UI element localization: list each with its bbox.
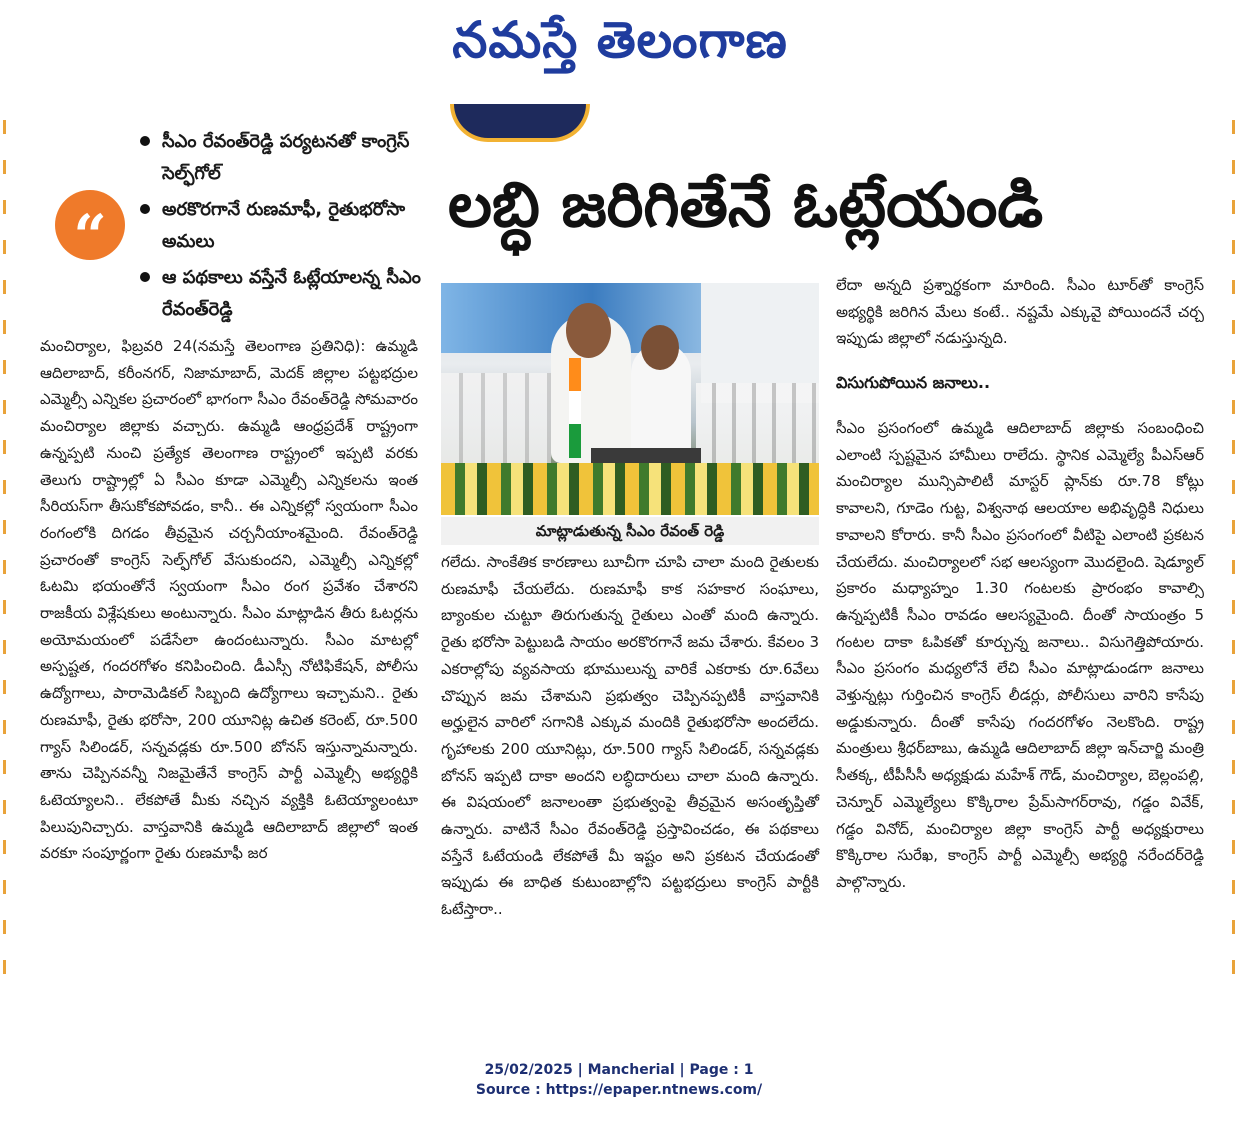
left-margin-marks [3,120,6,1000]
bullet-text: ఆ పథకాలు వస్తేనే ఓట్లేయాలన్న సీఎం రేవంత్‌రెడ్డి [162,267,421,320]
bullet-point-1 [140,126,430,190]
column-3-subhead: విసుగుపోయిన జనాలు.. [836,373,991,392]
bullet-point-3 [140,262,430,326]
bullet-point-2 [140,194,430,258]
page-footer [0,1060,1238,1100]
photo-scarf [569,358,581,458]
masthead-logo: నమస్తే తెలంగాణ [452,10,788,69]
photo-crowd-right [696,383,819,463]
news-photo [441,283,819,515]
photo-person-head [641,325,679,370]
footer-date-line: 25/02/2025 | Mancherial | Page : 1 [484,1062,754,1078]
photo-flowers [441,463,819,515]
photo-speaker-head [566,303,611,358]
article-column-3-top: లేదా అన్నది ప్రశ్నార్థకంగా మారింది. సీఎం టూర్‌తో కాంగ్రెస్‌ అభ్యర్థికి జరిగిన మేలు కంటే.. నష్టమే ఎక్కువై పోయిందనే చర్చ ఇప్పుడు జిల్లాలో నడుస్తున్నది. [836,276,1204,348]
headline: లబ్ధి జరిగితేనే ఓట్లేయండి [448,168,1044,241]
bullet-dot-icon [140,136,150,146]
article-column-1: మంచిర్యాల, ఫిబ్రవరి 24(నమస్తే తెలంగాణ ప్రతినిధి): ఉమ్మడి ఆదిలాబాద్‌, కరీంనగర్‌, నిజామాబాద్‌, మెదక్‌ జిల్లాల పట్టభద్రుల ఎమ్మెల్సీ ఎన్నికల ప్రచారంలో భాగంగా సీఎం రేవంత్‌రెడ్డి సోమవారం మంచిర్యాల జిల్లాకు వచ్చారు. ఉమ్మడి ఆంధ్రప్రదేశ్‌ రాష్ట్రంగా ఉన్నప్పటి నుంచి ప్రత్యేక తెలంగాణ రాష్ట్రంలో ఇప్పటి వరకు తెలుగు రాష్ట్రాల్లో ఏ సీఎం కూడా ఎమ్మెల్సీ ఎన్నికలను ఇంత సీరియస్‌గా తీసుకోకపోవడం, కానీ.. ఈ ఎన్నికల్లో స్వయంగా సీఎం రంగంలోకి దిగడం తీవ్రమైన చర్చనీయాంశమైంది. రేవంత్‌రెడ్డి ప్రచారంతో కాంగ్రెస్‌ సెల్ఫ్‌గోల్‌ వేసుకుందని, ఎమ్మెల్సీ ఎన్నికల్లో ఓటమి భయంతోనే స్వయంగా సీఎం రంగ ప్రవేశం చేశారని రాజకీయ విశ్లేషకులు అంటున్నారు. సీఎం మాట్లాడిన తీరు ఓటర్లను అయోమయంలో పడేసేలా ఉందంటున్నారు. సీఎం మాటల్లో అస్పష్టత, గందరగోళం కనిపించింది. డీఎస్సీ నోటిఫికేషన్‌, పోలీసు ఉద్యోగాలు, పారామెడికల్‌ సిబ్బంది ఉద్యోగాలు ఇచ్చామని.. రైతు రుణమాఫీ, రైతు భరోసా, 200 యూనిట్ల ఉచిత కరెంట్‌, రూ.500 గ్యాస్‌ సిలిండర్‌, సన్నవడ్లకు రూ.500 బోనస్‌ ఇస్తున్నామన్నారు. తాను చెప్పినవన్నీ నిజమైతేనే కాంగ్రెస్‌ పార్టీ ఎమ్మెల్సీ అభ్యర్థికి ఓటెయ్యాలని.. లేకపోతే మీకు నచ్చిన వ్యక్తికి ఓటెయ్యాలంటూ పిలుపునిచ్చారు. వాస్తవానికి ఉమ్మడి ఆదిలాబాద్‌ జిల్లాలో ఇంత వరకూ సంపూర్ణంగా రైతు రుణమాఫీ జర [40,337,418,863]
quote-icon: “ [55,190,125,260]
bullet-text: అరకొరగానే రుణమాఫీ, రైతుభరోసా అమలు [162,199,406,252]
photo-caption: మాట్లాడుతున్న సీఎం రేవంత్‌ రెడ్డి [441,517,819,545]
photo-crowd-left [441,373,551,463]
bullet-dot-icon [140,204,150,214]
right-margin-marks [1232,120,1235,1000]
bullet-text: సీఎం రేవంత్‌రెడ్డి పర్యటనతో కాంగ్రెస్‌ సెల్ఫ్‌గోల్‌ [162,131,410,184]
bullet-dot-icon [140,272,150,282]
decorative-emblem [450,104,590,142]
article-column-3-body: సీఎం ప్రసంగంలో ఉమ్మడి ఆదిలాబాద్‌ జిల్లాకు సంబంధించి ఎలాంటి స్పష్టమైన హామీలు రాలేదు. స్థానిక ఎమ్మెల్యే పీఎస్‌ఆర్‌ మంచిర్యాల మున్సిపాలిటీ మాస్టర్‌ ప్లాన్‌కు రూ.78 కోట్లు కావాలని, గూడెం గుట్ట, విశ్వనాథ ఆలయాల అభివృద్ధికి నిధులు కావాలని కోరారు. కానీ సీఎం ప్రసంగంలో వీటిపై ఎలాంటి ప్రకటన చేయలేదు. మంచిర్యాలలో సభ ఆలస్యంగా మొదలైంది. షెడ్యూల్‌ ప్రకారం మధ్యాహ్నం 1.30 గంటలకు ప్రారంభం కావాల్సి ఉన్నప్పటికీ సీఎం రావడం ఆలస్యమైంది. దీంతో సాయంత్రం 5 గంటల దాకా ఓపికతో కూర్చున్న జనాలు.. విసుగెత్తిపోయారు. సీఎం ప్రసంగం మధ్యలోనే లేచి సీఎం మాట్లాడుండగా జనాలు వెళ్తున్నట్లు గుర్తించిన కాంగ్రెస్‌ లీడర్లు, పోలీసులు వారిని కాసేపు అడ్డుకున్నారు. దీంతో కాసేపు గందరగోళం నెలకొంది. రాష్ట్ర మంత్రులు శ్రీధర్‌బాబు, ఉమ్మడి ఆదిలాబాద్‌ జిల్లా ఇన్‌చార్జి మంత్రి సీతక్క, టీపీసీసీ అధ్యక్షుడు మహేశ్‌ గౌడ్‌, మంచిర్యాల, బెల్లంపల్లి, చెన్నూర్‌ ఎమ్మెల్యేలు కొక్కిరాల ప్రేమ్‌సాగర్‌రావు, గడ్డం వివేక్‌, గడ్డం వినోద్‌, మంచిర్యాల జిల్లా కాంగ్రెస్‌ పార్టీ అధ్యక్షురాలు కొక్కిరాల సురేఖ, కాంగ్రెస్‌ పార్టీ ఎమ్మెల్సీ అభ్యర్థి నరేందర్‌రెడ్డి పాల్గొన్నారు. [836,419,1204,891]
footer-source-line: Source : https://epaper.ntnews.com/ [475,1082,763,1098]
article-column-2: గలేదు. సాంకేతిక కారణాలు బూచీగా చూపి చాలా మంది రైతులకు రుణమాఫీ చేయలేదు. రుణమాఫీ కాక సహకార సంఘాలు, బ్యాంకుల చుట్టూ తిరుగుతున్న రైతులు ఎంతో మంది ఉన్నారు. రైతు భరోసా పెట్టుబడి సాయం అరకొరగానే జమ చేశారు. కేవలం 3 ఎకరాల్లోపు వ్యవసాయ భూములున్న వారికే ఎకరాకు రూ.6వేలు చొప్పున జమ చేశామని ప్రభుత్వం చెప్పినప్పటికీ వాస్తవానికి అర్హులైన వారిలో సగానికి ఎక్కువ మందికి రైతుభరోసా అందలేదు. గృహాలకు 200 యూనిట్లు, రూ.500 గ్యాస్‌ సిలిండర్‌, సన్నవడ్లకు బోనస్‌ ఇప్పటి దాకా అందని లబ్ధిదారులు చాలా మంది ఉన్నారు. ఈ విషయంలో జనాలంతా ప్రభుత్వంపై తీవ్రమైన అసంతృప్తితో ఉన్నారు. వాటినే సీఎం రేవంత్‌రెడ్డి ప్రస్తావించడం, ఈ పథకాలు వస్తేనే ఓటేయండి లేకపోతే మీ ఇష్టం అని ప్రకటన చేయడంతో ఇప్పుడు ఈ బాధిత కుటుంబాల్లోని పట్టభద్రులు కాంగ్రెస్‌ పార్టీకి ఓటేస్తారా.. [441,553,819,919]
